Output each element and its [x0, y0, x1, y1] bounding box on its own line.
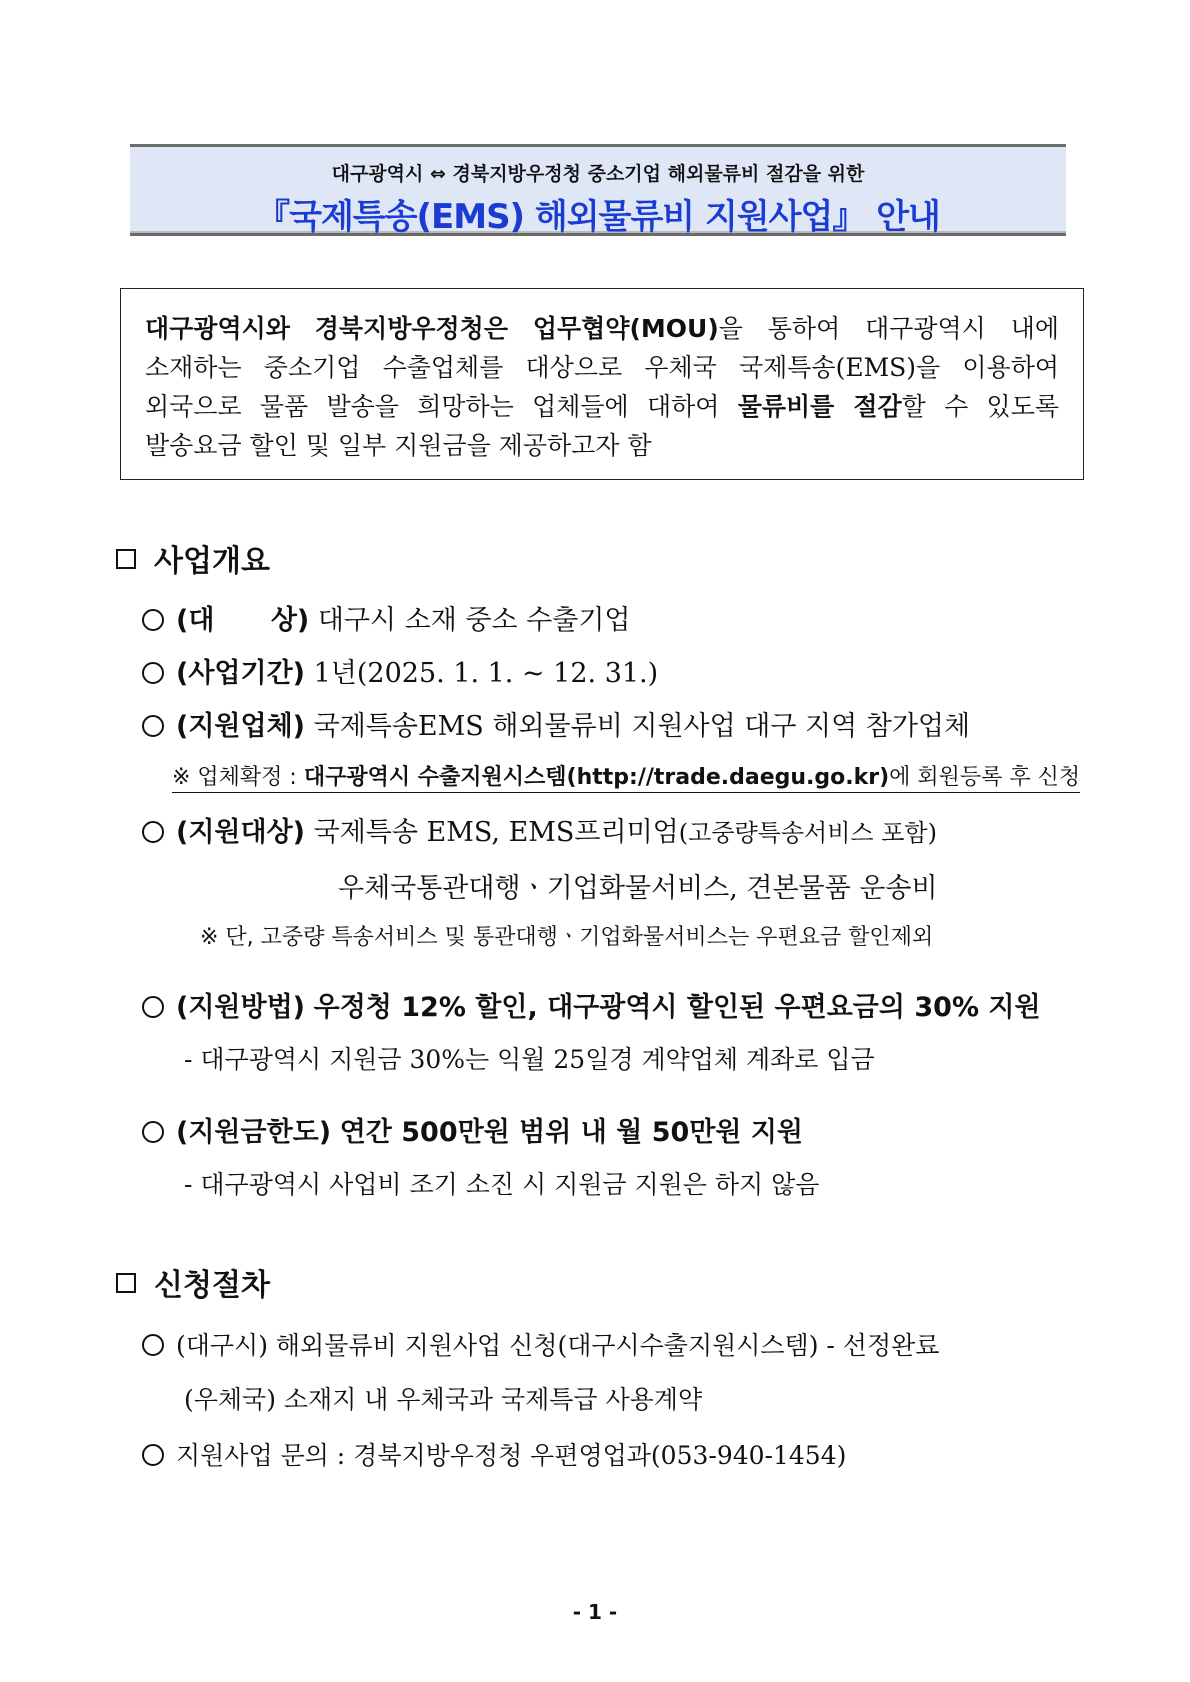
circle-bullet-icon: [142, 715, 164, 737]
item-label: (지원업체): [176, 711, 306, 742]
limit-sub: - 대구광역시 사업비 조기 소진 시 지원금 지원은 하지 않음: [184, 1170, 820, 1199]
item-label: (지원방법): [176, 992, 306, 1023]
item-scope: [142, 810, 937, 849]
intro-box: [120, 288, 1084, 480]
intro-text: 외국으로 물품 발송을 희망하는 업체들에 대하여: [145, 392, 738, 421]
checkbox-square-icon: [116, 549, 136, 569]
circle-bullet-icon: [142, 609, 164, 631]
checkbox-square-icon: [116, 1273, 136, 1293]
item-value: 우정청 12% 할인, 대구광역시 할인된 우편요금의 30% 지원: [313, 992, 1041, 1023]
company-note: [172, 760, 1080, 791]
intro-line-4: 발송요금 할인 및 일부 지원금을 제공하고자 함: [145, 431, 652, 460]
intro-bold-mou: 업무협약(MOU): [532, 314, 719, 343]
section-title: 신청절차: [154, 1268, 270, 1303]
intro-bold-cost: 물류비를 절감: [737, 392, 902, 421]
procedure-step-1: [142, 1326, 939, 1362]
procedure-contact: [142, 1436, 846, 1472]
item-method: [142, 985, 1041, 1024]
circle-bullet-icon: [142, 821, 164, 843]
item-period: [142, 651, 658, 690]
section-overview-heading: [116, 536, 270, 580]
intro-line-3: [145, 387, 1059, 426]
item-company: [142, 704, 970, 743]
item-value: 대구시 소재 중소 수출기업: [317, 605, 631, 636]
circle-bullet-icon: [142, 1334, 164, 1356]
section-title: 사업개요: [154, 544, 270, 579]
circle-bullet-icon: [142, 1444, 164, 1466]
note-prefix: ※ 업체확정 :: [172, 765, 304, 790]
item-target: [142, 598, 631, 637]
page-number: - 1 -: [572, 1600, 618, 1624]
intro-text: 할 수 있도록: [901, 392, 1059, 421]
step-text: (대구시) 해외물류비 지원사업 신청(대구시수출지원시스템) - 선정완료: [176, 1331, 940, 1360]
item-value: 국제특송EMS 해외물류비 지원사업 대구 지역 참가업체: [313, 711, 971, 742]
item-value: 연간 500만원 범위 내 월 50만원 지원: [339, 1117, 804, 1148]
contact-text: 지원사업 문의 : 경북지방우정청 우편영업과(053-940-1454): [176, 1441, 847, 1470]
intro-line-1: [145, 309, 1059, 348]
note-suffix: 에 회원등록 후 신청: [889, 765, 1081, 790]
note-link-text: 대구광역시 수출지원시스템(http://trade.daegu.go.kr): [303, 765, 890, 790]
intro-line-2: 소재하는 중소기업 수출업체를 대상으로 우체국 국제특송(EMS)을 이용하여: [145, 353, 1059, 382]
item-label: (사업기간): [176, 658, 306, 689]
section-procedure-heading: [116, 1260, 270, 1304]
circle-bullet-icon: [142, 996, 164, 1018]
title-main: 『국제특송(EMS) 해외물류비 지원사업』 안내: [256, 197, 940, 237]
scope-note: ※ 단, 고중량 특송서비스 및 통관대행ㆍ기업화물서비스는 우편요금 할인제외: [200, 925, 934, 950]
title-banner: [130, 144, 1066, 236]
circle-bullet-icon: [142, 662, 164, 684]
intro-bold-post: 경북지방우정청은: [314, 314, 508, 343]
company-note-underline: [172, 765, 1080, 793]
item-label: (지원금한도): [176, 1117, 332, 1148]
procedure-step-2: (우체국) 소재지 내 우체국과 국제특급 사용계약: [184, 1385, 703, 1414]
item-label: (지원대상): [176, 817, 306, 848]
circle-bullet-icon: [142, 1121, 164, 1143]
scope-line-2: 우체국통관대행ㆍ기업화물서비스, 견본물품 운송비: [338, 873, 938, 904]
item-limit: [142, 1110, 803, 1149]
item-value: 국제특송 EMS, EMS프리미엄: [313, 817, 679, 848]
item-value-small: (고중량특송서비스 포함): [678, 819, 937, 847]
intro-bold-daegu: 대구광역시와: [145, 314, 290, 343]
method-sub: - 대구광역시 지원금 30%는 익월 25일경 계약업체 계좌로 입금: [184, 1045, 875, 1074]
title-subtitle: 대구광역시 ⇔ 경북지방우정청 중소기업 해외물류비 절감을 위한: [331, 163, 865, 185]
intro-text: 을 통하여 대구광역시 내에: [718, 314, 1059, 343]
item-value: 1년(2025. 1. 1. ~ 12. 31.): [313, 658, 659, 689]
item-label: (대 상): [176, 605, 310, 636]
